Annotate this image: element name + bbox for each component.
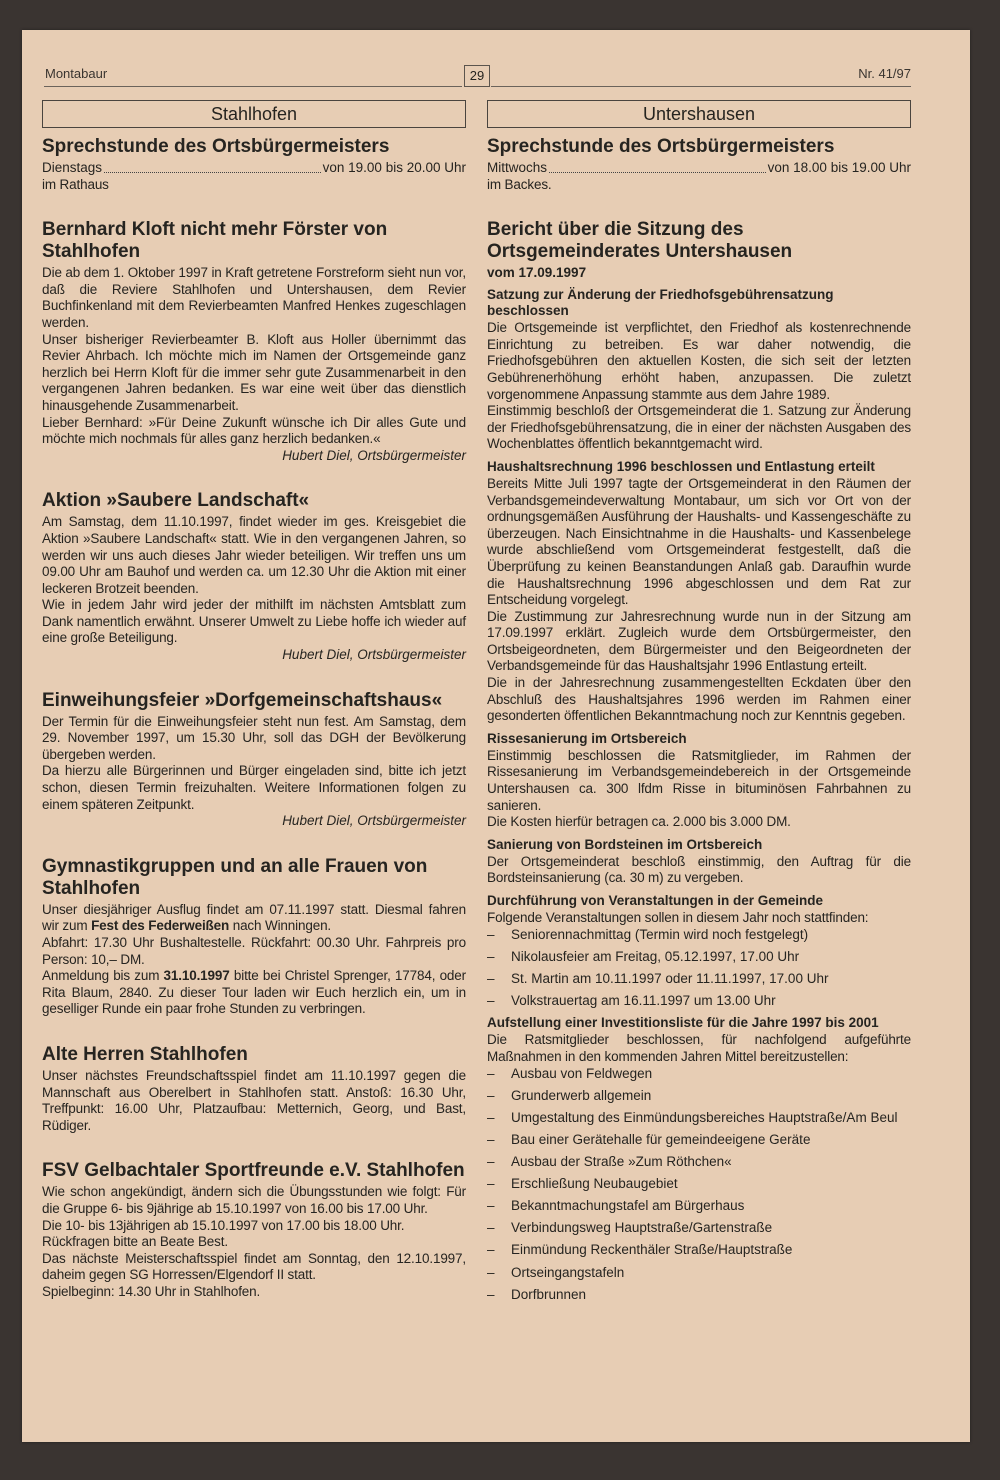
article-title: Sprechstunde des Ortsbürgermeisters (42, 136, 390, 157)
paragraph: Einstimmig beschloß der Ortsgemeinderat die 1. Satzung zur Änderung der Friedhofsgebührensatzung, die in einer der nächsten Ausgaben des Wochenblattes öffentlich bekanntgemacht wird. (487, 403, 911, 452)
article-title: Bernhard Kloft nicht mehr Förster von Stahlhofen (42, 219, 388, 263)
subheading: Haushaltsrechnung 1996 beschlossen und Entlastung erteilt (487, 458, 875, 474)
subheading: Aufstellung einer Investitionsliste für die Jahre 1997 bis 2001 (487, 1015, 879, 1031)
paragraph: Die Zustimmung zur Jahresrechnung wurde nun in der Sitzung am 17.09.1997 erklärt. Zugleich wurde dem Ortsbürgermeister, den Ortsbeigeordneten, dem Bürgermeister und den Beigeordneten der Verbandsgemeinde für das Haushaltsjahr 1996 Entlastung erteilt. (487, 608, 911, 674)
dot-leader (549, 160, 766, 173)
subheading: Durchführung von Veranstaltungen in der Gemeinde (487, 893, 824, 908)
subheading: Satzung zur Änderung der Friedhofsgebührensatzung beschlossen (487, 287, 834, 319)
office-hours-place: im Rathaus (42, 176, 109, 192)
paragraph: Der Ortsgemeinderat beschloß einstimmig, den Auftrag für die Bordsteinsanierung (ca. 30 m) zu vergeben. (487, 853, 911, 886)
office-hours-place: im Backes. (487, 176, 552, 192)
column-stahlhofen (42, 100, 466, 1301)
paragraph: Der Termin für die Einweihungsfeier steht nun fest. Am Samstag, dem 29. November 1997, um 15.30 Uhr, soll das DGH der Bevölkerung übergeben werden. (42, 713, 466, 762)
section-title: Stahlhofen (42, 100, 466, 128)
paragraph: Die 10- bis 13jährigen ab 15.10.1997 von 17.00 bis 18.00 Uhr. (42, 1217, 405, 1233)
office-hours-row (42, 160, 466, 177)
article-title: Aktion »Saubere Landschaft« (42, 490, 310, 512)
list-item: – Grunderwerb allgemein (487, 1088, 911, 1105)
paragraph: Unser nächstes Freundschaftsspiel findet am 11.10.1997 gegen die Mannschaft aus Oberelbert in Stahlhofen statt. Anstoß: 16.30 Uhr, Treffpunkt: 16.00 Uhr, Platzaufbau: Metternich, Georg, und Bast, Rüdiger. (42, 1067, 466, 1133)
paragraph: Bereits Mitte Juli 1997 tagte der Ortsgemeinderat in den Räumen der Verbandsgemeindeverwaltung Montabaur, um sich vor Ort von der ordnungsgemäßen Ausführung der Haushalts- und Kassengeschäfte zu überzeugen. Nach Einsichtnahme in die Haushalts- und Kassenbelege wurde abschließend vom Ortsgemeinderat festgestellt, daß die Überprüfung zu keinen Beanstandungen Anlaß gab. Daraufhin wurde die Haushaltsrechnung 1996 abgeschlossen und dem Rat zur Entscheidung vorgelegt. (487, 475, 911, 608)
list-item: – St. Martin am 10.11.1997 oder 11.11.1997, 17.00 Uhr (487, 971, 911, 988)
office-hours-time: von 18.00 bis 19.00 Uhr (767, 160, 911, 175)
header-town: Montabaur (45, 66, 108, 81)
section-title: Untershausen (487, 100, 911, 128)
paragraph: Wie in jedem Jahr wird jeder der mithilft im nächsten Amtsblatt zum Dank namentlich erwähnt. Unserer Umwelt zu Liebe hoffe ich wieder auf eine große Beteiligung. (42, 597, 466, 646)
list-item: – Bekanntmachungstafel am Bürgerhaus (487, 1198, 911, 1215)
paragraph: Wie schon angekündigt, ändern sich die Übungsstunden wie folgt: Für die Gruppe 6- bis 9jährige ab 15.10.1997 von 16.00 bis 17.00 Uhr. (42, 1184, 466, 1216)
article-title: Gymnastikgruppen und an alle Frauen von Stahlhofen (42, 855, 428, 899)
paragraph: Die ab dem 1. Oktober 1997 in Kraft getretene Forstreform sieht nun vor, daß die Reviere Stahlhofen und Untershausen, dem Revier Buchfinkenland mit dem Revierbeamten Manfred Henkes zugeschlagen werden. (42, 265, 466, 330)
list-item: – Volkstrauertag am 16.11.1997 um 13.00 Uhr (487, 993, 911, 1010)
list-item: – Verbindungsweg Hauptstraße/Gartenstraße (487, 1220, 911, 1237)
list-item: – Seniorennachmittag (Termin wird noch festgelegt) (487, 927, 911, 944)
paragraph: Die Kosten hierfür betragen ca. 2.000 bis 3.000 DM. (487, 814, 791, 830)
signature: Hubert Diel, Ortsbürgermeister (282, 447, 466, 463)
article-title: Bericht über die Sitzung des Ortsgemeinderates Untershausen (487, 219, 793, 263)
events-list (487, 927, 911, 1010)
office-hours-day: Dienstags (42, 160, 103, 175)
signature: Hubert Diel, Ortsbürgermeister (282, 813, 466, 829)
list-item: – Umgestaltung des Einmündungsbereiches Hauptstraße/Am Beul (487, 1110, 911, 1127)
header-rule-right (491, 86, 911, 87)
paragraph: Da hierzu alle Bürgerinnen und Bürger eingeladen sind, bitte ich jetzt schon, diesen Termin freizuhalten. Weitere Informationen folgen zu einem späteren Zeitpunkt. (42, 763, 466, 812)
page-number: 29 (464, 65, 490, 87)
office-hours-row (487, 160, 911, 177)
paragraph: Anmeldung bis zum 31.10.1997 bitte bei Christel Sprenger, 17784, oder Rita Blaum, 2840. Zu dieser Tour laden wir Euch herzlich ein, um in geselliger Runde ein paar frohe Stunden zu verbringen. (42, 968, 466, 1017)
list-item: – Ausbau der Straße »Zum Röthchen« (487, 1154, 911, 1171)
paragraph: Die in der Jahresrechnung zusammengestellten Eckdaten über den Abschluß des Haushaltsjahres 1996 werden im Rahmen einer gesonderten öffentlichen Bekanntmachung noch zur Kenntnis gegeben. (487, 675, 911, 724)
office-hours-time: von 19.00 bis 20.00 Uhr (322, 160, 466, 175)
list-item: – Nikolausfeier am Freitag, 05.12.1997, 17.00 Uhr (487, 949, 911, 966)
article-date: vom 17.09.1997 (487, 265, 587, 281)
paragraph: Einstimmig beschlossen die Ratsmitglieder, im Rahmen der Rissesanierung im Verbandsgemeindebereich in der Ortsgemeinde Untershausen ca. 300 lfdm Risse in bituminösen Fahrbahnen zu sanieren. (487, 747, 911, 813)
article-title: Einweihungsfeier »Dorfgemeinschaftshaus« (42, 689, 443, 711)
paragraph: Lieber Bernhard: »Für Deine Zukunft wünsche ich Dir alles Gute und möchte mich nochmals für alles ganz herzlich bedanken.« (42, 414, 466, 447)
article-title: Sprechstunde des Ortsbürgermeisters (487, 136, 835, 157)
office-hours-day: Mittwochs (487, 160, 548, 175)
list-item: – Ortseingangstafeln (487, 1265, 911, 1282)
header-rule-left (44, 86, 462, 87)
investment-list (487, 1066, 911, 1304)
list-item: – Bau einer Gerätehalle für gemeindeeigene Geräte (487, 1132, 911, 1149)
list-item: – Einmündung Reckenthäler Straße/Hauptstraße (487, 1242, 911, 1259)
list-item: – Erschließung Neubaugebiet (487, 1176, 911, 1193)
paragraph: Folgende Veranstaltungen sollen in diesem Jahr noch stattfinden: (487, 910, 869, 925)
signature: Hubert Diel, Ortsbürgermeister (282, 647, 466, 663)
paragraph: Unser diesjähriger Ausflug findet am 07.11.1997 statt. Diesmal fahren wir zum Fest des Federweißen nach Winningen. (42, 901, 466, 934)
column-untershausen (487, 100, 911, 1309)
paragraph: Die Ratsmitglieder beschlossen, für nachfolgend aufgeführte Maßnahmen in den kommenden Jahren Mittel bereitzustellen: (487, 1032, 911, 1065)
subheading: Sanierung von Bordsteinen im Ortsbereich (487, 836, 763, 852)
subheading: Rissesanierung im Ortsbereich (487, 730, 687, 746)
list-item: – Dorfbrunnen (487, 1287, 911, 1304)
paragraph: Die Ortsgemeinde ist verpflichtet, den Friedhof als kostenrechnende Einrichtung zu betreiben. Es war daher notwendig, die Friedhofsgebühren den aktuellen Kosten, die sich seit der letzten Gebührenerhöhung erhöht haben, anzupassen. Die zuletzt vorgenommene Anpassung stammte aus dem Jahre 1989. (487, 320, 911, 402)
list-item: – Ausbau von Feldwegen (487, 1066, 911, 1083)
paragraph: Unser bisheriger Revierbeamter B. Kloft aus Holler übernimmt das Revier Ahrbach. Ich möchte mich im Namen der Ortsgemeinde ganz herzlich bei Herrn Kloft für die immer sehr gute Zusammenarbeit in den vergangenen Jahren bedanken. Es war eine weit über das dienstlich hinausgehende Zusammenarbeit. (42, 331, 466, 413)
header-issue: Nr. 41/97 (858, 66, 911, 81)
article-title: Alte Herren Stahlhofen (42, 1043, 248, 1065)
paragraph: Das nächste Meisterschaftsspiel findet am Sonntag, den 12.10.1997, daheim gegen SG Horressen/Elgendorf II statt. (42, 1250, 466, 1283)
article-title: FSV Gelbachtaler Sportfreunde e.V. Stahlhofen (42, 1160, 465, 1182)
dot-leader (104, 160, 321, 173)
paragraph: Am Samstag, dem 11.10.1997, findet wieder im ges. Kreisgebiet die Aktion »Saubere Landschaft« statt. Wie in den vergangenen Jahren, so werden wir uns auch dieses Jahr wieder beteiligen. Wir treffen uns um 09.00 Uhr am Bauhof und werden ca. um 12.30 Uhr die Aktion mit einer leckeren Brotzeit beenden. (42, 514, 466, 596)
paragraph: Spielbeginn: 14.30 Uhr in Stahlhofen. (42, 1283, 261, 1299)
paragraph: Rückfragen bitte an Beate Best. (42, 1234, 228, 1250)
paragraph: Abfahrt: 17.30 Uhr Bushaltestelle. Rückfahrt: 00.30 Uhr. Fahrpreis pro Person: 10,– DM. (42, 935, 466, 967)
